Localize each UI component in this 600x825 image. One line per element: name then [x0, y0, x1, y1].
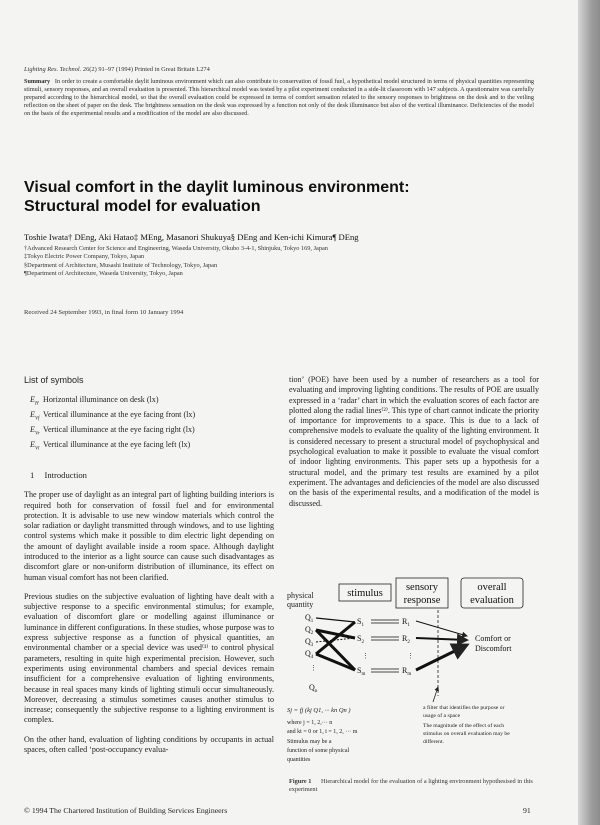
sensory-label: sensory [405, 582, 439, 593]
copyright: © 1994 The Chartered Institution of Building Services Engineers [24, 806, 228, 815]
where-line-1: where j = 1, 2,··· n [287, 720, 333, 726]
affiliation-2: ‡Tokyo Electric Power Company, Tokyo, Japan [24, 253, 145, 261]
symbol-row [30, 425, 274, 440]
r1-label: $R_1$ [402, 617, 410, 628]
scan-edge [578, 0, 600, 825]
stimulus-note-3: quantities [287, 757, 311, 763]
comfort-label: Comfort or [475, 634, 511, 643]
sm-label: $S_m$ [357, 666, 366, 677]
overall-label: overall [477, 582, 507, 593]
magnitude-note-2: stimulus on overall evaluation may be [423, 731, 510, 737]
symbol-desc: Horizontal illuminance on desk (lx) [43, 395, 159, 405]
svg-text:⋮: ⋮ [407, 652, 414, 660]
stimulus-note-2: function of some physical [287, 748, 350, 754]
s1-label: $S_1$ [357, 617, 364, 628]
affiliation-1: †Advanced Research Center for Science and Engineering, Waseda University, Okubo 3-4-1, Shinjuku, Tokyo 169, Japan [24, 245, 328, 252]
symbol: E [30, 395, 35, 405]
physical-quantity-label [287, 591, 316, 609]
qn-label: $Q_n$ [309, 683, 318, 694]
pq-line2: quantity [287, 600, 314, 609]
caption-label: Figure 1 [289, 778, 312, 785]
title-line-2: Structural model for evaluation [24, 198, 261, 215]
symbol-row [30, 395, 274, 410]
paragraph: Previous studies on the subjective evaluation of lighting have dealt with a subjective response to a specific environmental stimulus; for example, evaluation of discomfort glare or modelling against illuminance or luminance in different configurations. In these studies, whose purpose was to express subjective response as a function of physical quantities, an environmental chamber or a special device was used⁽¹⁾ to control physical parameters, resulting in quite high experimental precision. However, such experiments using environmental chambers and special devices remain insufficient for a comprehensive evaluation of lighting environments, because in real spaces many kinds of lighting stimuli occur simultaneously. Moreover, decreasing a stimulus sometimes causes another stimulus to increase; consequently the subjective response to a lighting environment is complex. [24, 591, 274, 725]
title-line-1: Visual comfort in the daylit luminous environment: [24, 179, 410, 196]
q3-label: $Q_3$ [305, 637, 314, 648]
symbol-sub: H [34, 401, 39, 407]
pq-line1: physical [287, 591, 314, 600]
section-number: 1 [30, 469, 35, 480]
filter-note-2: usage of a space [423, 713, 461, 719]
response-label: response [403, 595, 441, 606]
left-column [24, 375, 274, 764]
summary-label: Summary [24, 78, 51, 85]
section-heading [30, 470, 274, 480]
section-title: Introduction [44, 469, 87, 480]
q-ellipsis: ⋮ [310, 664, 317, 672]
symbol-sub: Vl [34, 446, 40, 452]
paragraph: On the other hand, evaluation of lighting conditions by occupants in actual spaces, often called ‘post-occupancy evalua- [24, 734, 274, 755]
symbol: E [30, 410, 35, 420]
paper-title [24, 178, 544, 216]
svg-text:⋮: ⋮ [362, 652, 369, 660]
received-date: Received 24 September 1993, in final form 10 January 1994 [24, 309, 184, 316]
symbols-heading: List of symbols [24, 375, 84, 385]
s2-label: $S_2$ [357, 634, 364, 645]
figure-caption [289, 778, 559, 794]
link [316, 618, 355, 622]
q4-label: $Q_4$ [305, 649, 314, 660]
affiliations [24, 245, 564, 278]
journal-name: Lighting Res. Technol. [24, 66, 82, 73]
evaluation-label: evaluation [470, 595, 514, 606]
symbol: E [30, 425, 35, 435]
magnitude-note-1: The magnitude of the effect of each [423, 723, 505, 729]
formula: Sj = fj (kj Q1, ··· kn Qn ) [287, 707, 351, 714]
affiliation-4: ¶Department of Architecture, Waseda University, Tokyo, Japan [24, 269, 183, 277]
r2-label: $R_2$ [402, 634, 410, 645]
where-line-2: and kt = 0 or 1, t = 1, 2, ··· m [287, 729, 358, 735]
paragraph: The proper use of daylight as an integral part of lighting building interiors is required both for conservation of fossil fuel and for environmental protection. It is advisable to use new window materials which control the solar radiation or daylight transmitted through windows, and to use lighting control systems which make it possible to dim electric light depending on the amount of daylight available inside a room space. Although daylight introduced to the interior as a light source can cause such disadvantages as discomfort glare or non-uniform distribution of illuminance, its effect on human visual comfort has not been clarified. [24, 490, 274, 582]
stimulus-label: stimulus [347, 588, 383, 599]
symbol-row [30, 440, 274, 455]
summary-text: In order to create a comfortable daylit luminous environment which can also contribute to conservation of fossil fuel, a hypothetical model structured in terms of physical quantities representing stimuli, sensory responses, and an overall evaluation is presented. This hierarchical model was tested by a pilot experiment conducted in a side-lit classroom with 147 subjects. A questionnaire was carefully prepared according to the hierarchical model, so that the overall evaluation could be expressed in terms of comfort sensation related to the sensory responses to brightness on the desk and to the veiling reflection on the sheet of paper on the desk. The brightness sensation on the desk was expressed by a function not only of the desk illuminance but also of the vertical illuminance. Deficiencies of the model on the basis of the experimental results and a modification of the model are also discussed. [24, 78, 535, 118]
page-number: 91 [523, 806, 531, 815]
symbol-desc: Vertical illuminance at the eye facing left (lx) [43, 440, 191, 450]
journal-citation [24, 66, 210, 73]
hierarchical-model-diagram [283, 574, 563, 769]
q1-label: $Q_1$ [305, 613, 314, 624]
symbol: E [30, 440, 35, 450]
caption-text: Hierarchical model for the evaluation of a lighting environment hypothesised in this experiment [289, 778, 533, 793]
q2-label: $Q_2$ [305, 625, 314, 636]
right-column: tion’ (POE) have been used by a number of researchers as a tool for evaluating and improving lighting conditions. The results of POE are usually expressed in a ‘radar’ chart in which the evaluation scores of each factor are plotted along the radial lines⁽²⁾. This type of chart cannot indicate the priority of importance for improvements to a space. This is due to a lack of comprehensive models to evaluate the quality of the lighting environment. It is considered necessary to present a structural model of psychophysical and psychological evaluation to make it possible to evaluate the visual comfort of indoor lighting environments. This paper sets up a hypothesis for a structural model, and the primary test results are examined by a pilot experiment. The advantages and deficiencies of the model are also discussed on the basis of the experimental results, and a modification of the model is discussed. [289, 375, 539, 508]
magnitude-note-3: different. [423, 739, 444, 745]
symbol-desc: Vertical illuminance at the eye facing front (lx) [43, 410, 196, 420]
affiliation-3: §Department of Architecture, Musashi Institute of Technology, Tokyo, Japan [24, 261, 218, 269]
stimulus-note-1: Stimulus may be a [287, 739, 332, 745]
discomfort-label: Discomfort [475, 644, 512, 653]
symbol-desc: Vertical illuminance at the eye facing right (lx) [43, 425, 195, 435]
symbol-row [30, 410, 274, 425]
journal-volume: 26(2) 91–97 (1994) Printed in Great Britain L274 [82, 66, 210, 73]
summary [24, 78, 534, 118]
filter-note-1: a filter that identifies the purpose or [423, 705, 505, 711]
rm-label: $R_m$ [402, 666, 412, 677]
symbol-sub: Vf [34, 416, 40, 422]
symbol-sub: Vr [34, 431, 40, 437]
authors: Toshie Iwata† DEng, Aki Hatao‡ MEng, Masanori Shukuya§ DEng and Ken-ichi Kimura¶ DEng [24, 232, 359, 242]
